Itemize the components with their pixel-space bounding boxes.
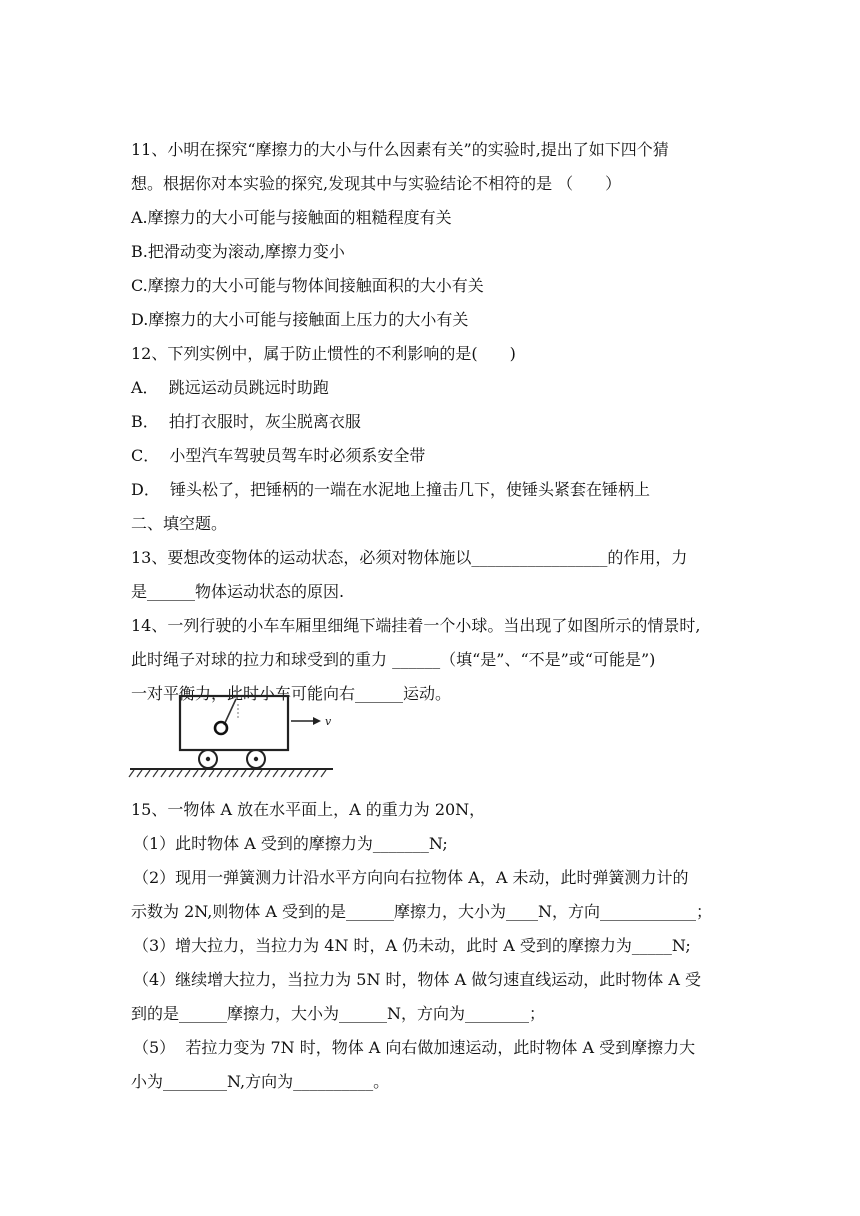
q14-line3: 一对平衡力，此时小车可能向右______运动。 [131, 684, 452, 703]
q11-option-b: B.把滑动变为滚动,摩擦力变小 [131, 242, 345, 261]
q11-option-c: C.摩擦力的大小可能与物体间接触面积的大小有关 [131, 276, 484, 295]
q14-line2: 此时绳子对球的拉力和球受到的重力 ______（填“是”、“不是”或“可能是”) [131, 650, 656, 669]
q15-part5-line1: （5） 若拉力变为 7N 时，物体 A 向右做加速运动，此时物体 A 受到摩擦力大 [133, 1038, 696, 1057]
q12-option-c: C． 小型汽车驾驶员驾车时必须系安全带 [131, 446, 426, 465]
ball [215, 722, 227, 734]
q13-line2: 是______物体运动状态的原因. [131, 582, 345, 601]
q15-part2-line2: 示数为 2N,则物体 A 受到的是______摩擦力，大小为____N，方向____________； [131, 902, 713, 921]
wheel-right [247, 750, 265, 768]
q15-part5-line2: 小为________N,方向为__________。 [131, 1072, 390, 1091]
cart-figure [128, 690, 338, 782]
q15-stem: 15、一物体 A 放在水平面上，A 的重力为 20N， [131, 800, 486, 819]
string-line [224, 699, 236, 725]
q15-part2-line1: （2）现用一弹簧测力计沿水平方向向右拉物体 A，A 未动，此时弹簧测力计的 [133, 868, 689, 887]
q14-line1: 14、一列行驶的小车车厢里细绳下端挂着一个小球。当出现了如图所示的情景时, [131, 616, 701, 635]
q15-part1: （1）此时物体 A 受到的摩擦力为_______N; [133, 834, 448, 853]
ground [129, 769, 333, 777]
q15-part3: （3）增大拉力，当拉力为 4N 时，A 仍未动，此时 A 受到的摩擦力为_____N; [133, 936, 691, 955]
q11-option-d: D.摩擦力的大小可能与接触面上压力的大小有关 [131, 310, 469, 329]
velocity-label: v [325, 715, 332, 728]
q12-option-a: A． 跳远运动员跳远时助跑 [131, 378, 329, 397]
wheel-left [199, 750, 217, 768]
q15-part4-line1: （4）继续增大拉力，当拉力为 5N 时，物体 A 做匀速直线运动，此时物体 A 受 [133, 970, 701, 989]
q13-line1: 13、要想改变物体的运动状态，必须对物体施以_________________的作用，力 [131, 548, 688, 567]
q11-option-a: A.摩擦力的大小可能与接触面的粗糙程度有关 [131, 208, 452, 227]
q15-part4-line2: 到的是______摩擦力，大小为______N，方向为________； [131, 1004, 546, 1023]
section-fill-in-heading: 二、填空题。 [131, 514, 228, 533]
q12-option-d: D． 锤头松了，把锤柄的一端在水泥地上撞击几下，使锤头紧套在锤柄上 [131, 480, 651, 499]
q11-stem-line2: 想。根据你对本实验的探究,发现其中与实验结论不相符的是 （ ） [131, 174, 622, 193]
q12-option-b: B． 拍打衣服时，灰尘脱离衣服 [131, 412, 361, 431]
velocity-arrow [291, 717, 321, 725]
q12-stem: 12、下列实例中，属于防止惯性的不利影响的是( ) [131, 344, 516, 363]
q11-stem-line1: 11、小明在探究“摩擦力的大小与什么因素有关”的实验时,提出了如下四个猜 [131, 140, 669, 159]
